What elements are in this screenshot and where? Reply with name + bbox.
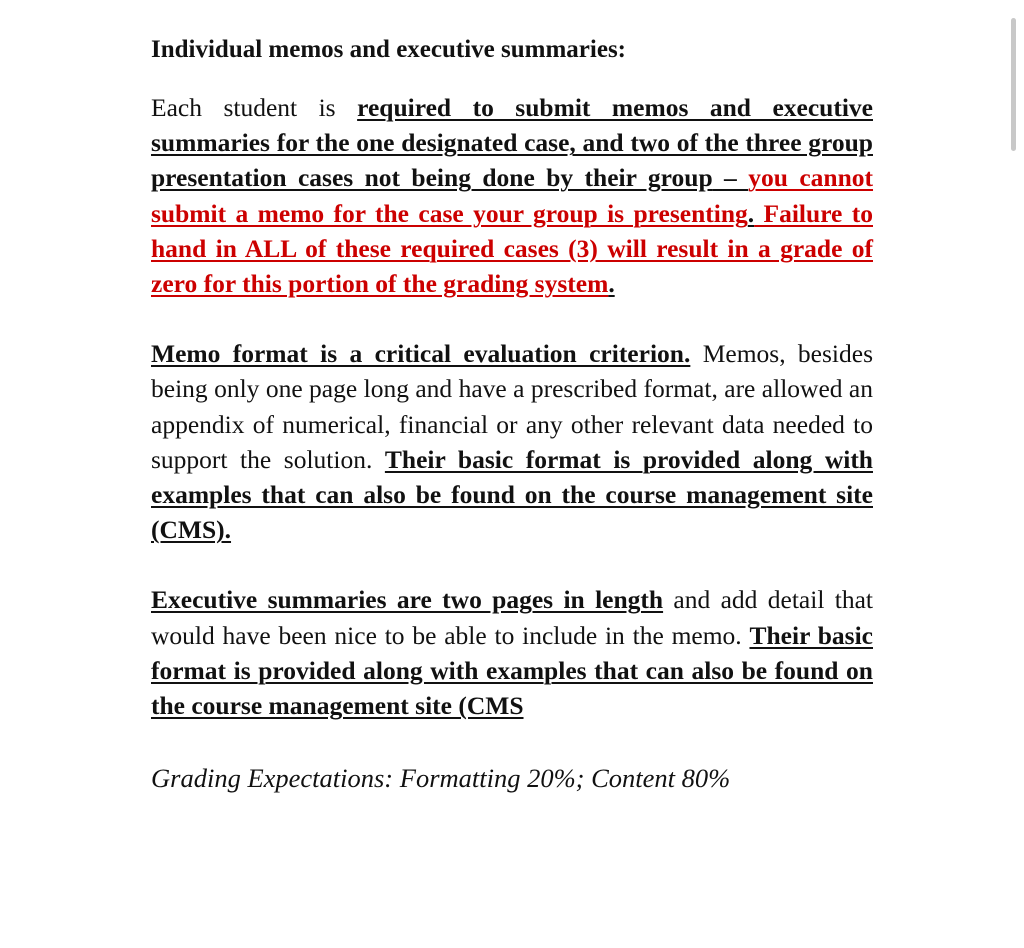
scrollbar-thumb[interactable] (1011, 18, 1016, 151)
memo-format-body: Memos, besides being only one page long and have a prescribed format, are allowed an appendix of numerical, financial or any other relevant data needed to support the solution. (151, 339, 873, 474)
memo-format-lead: Memo format is a critical evaluation criterion. (151, 339, 691, 369)
section-heading: Individual memos and executive summaries: (151, 36, 626, 63)
penalty-period: . (608, 269, 615, 299)
failure-penalty-warning: Failure to hand in ALL of these required cases (3) will result in a grade of zero for this portion of the grading system (151, 198, 873, 299)
requirements-paragraph (151, 90, 873, 301)
memo-format-cms-note: Their basic format is provided along with examples that can also be found on the course management site (CMS). (151, 444, 873, 545)
no-memo-for-own-case-warning: you cannot submit a memo for the case your group is presenting (151, 163, 874, 228)
requirements-statement: required to submit memos and executive summaries for the one designated case, and two of the three group presentation cases not being done by their group (151, 93, 873, 193)
warning-period: . (747, 198, 755, 228)
executive-summary-body: and add detail that would have been nice to be able to include in the memo. (151, 585, 873, 650)
executive-summary-lead: Executive summaries are two pages in length (151, 585, 664, 615)
document-page (151, 30, 873, 798)
executive-summary-paragraph (151, 582, 873, 723)
executive-summary-cms-note: Their basic format is provided along with examples that can also be found on the course management site (CMS (151, 620, 873, 721)
memo-format-paragraph (151, 336, 873, 547)
grading-expectations: Grading Expectations: Formatting 20%; Content 80% (151, 763, 731, 794)
requirements-dash: – (712, 163, 749, 193)
requirements-intro: Each student is (151, 93, 358, 122)
